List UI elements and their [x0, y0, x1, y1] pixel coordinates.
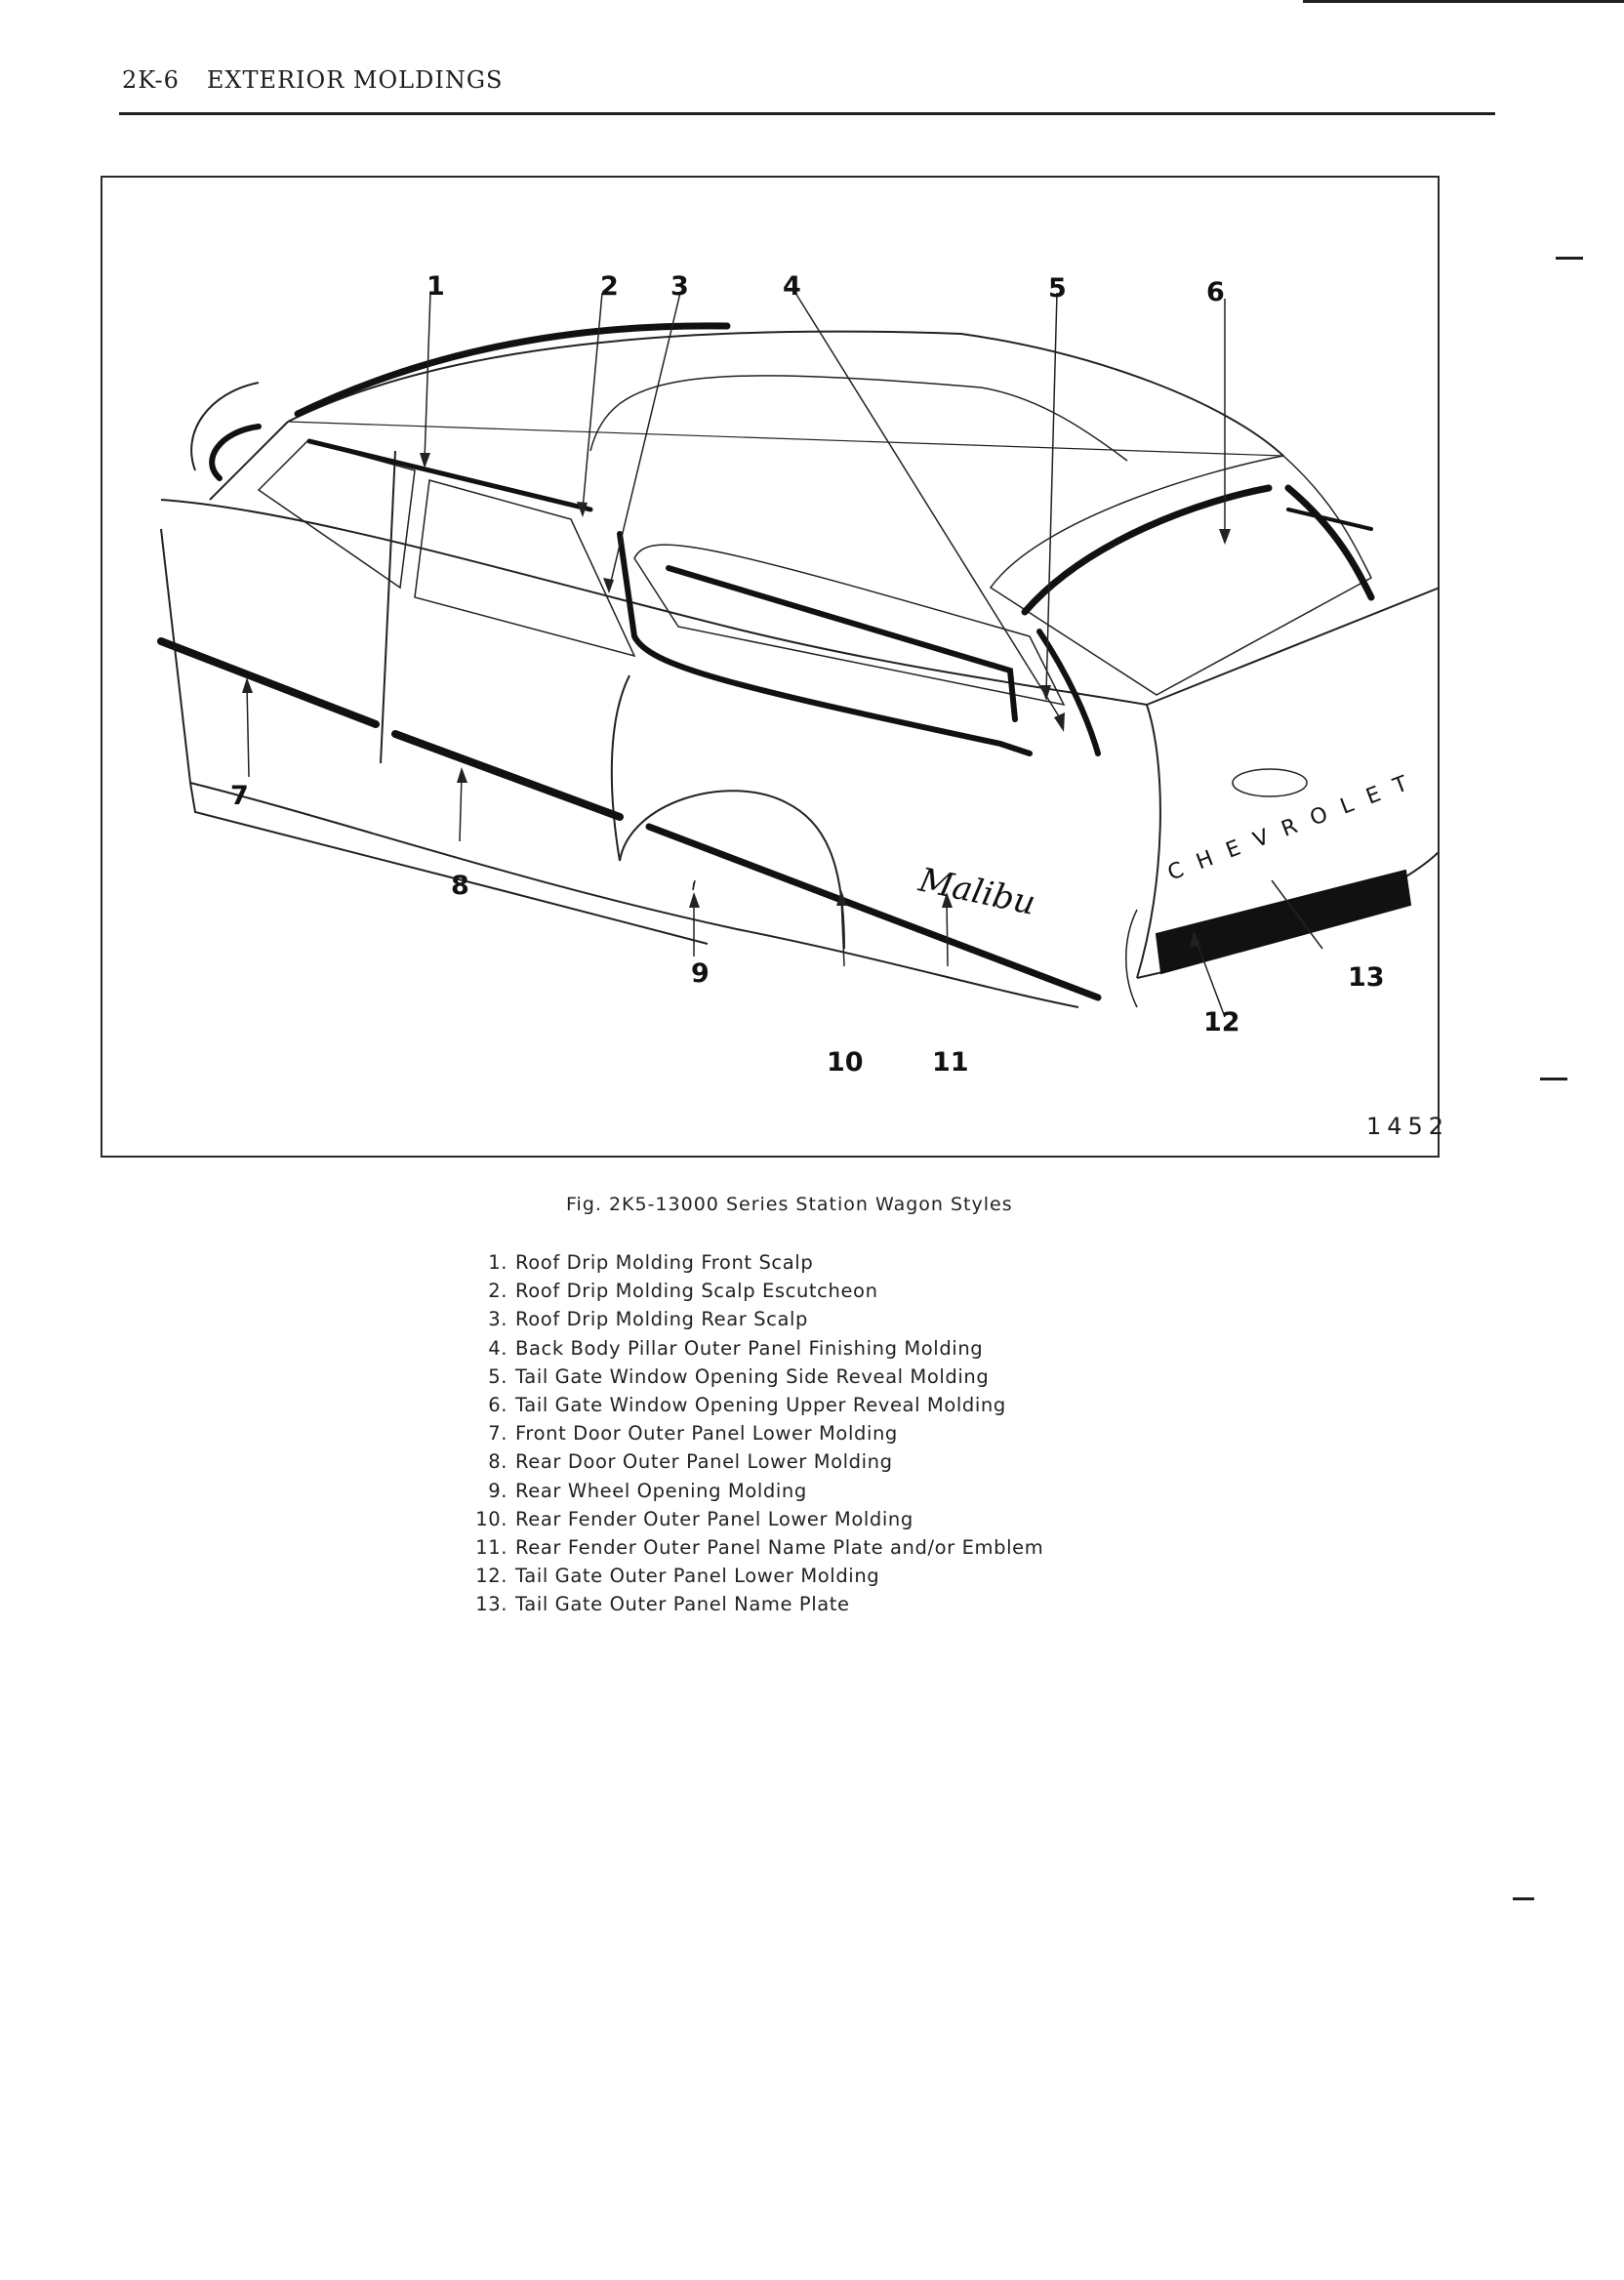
legend-label: Roof Drip Molding Front Scalp [515, 1251, 814, 1274]
legend-number: 2. [488, 1280, 508, 1303]
legend-item [449, 1422, 1043, 1450]
legend-number: 3. [488, 1308, 508, 1331]
legend-number: 10. [475, 1507, 508, 1530]
figure-number: 1452 [1366, 1113, 1450, 1140]
legend-label: Rear Door Outer Panel Lower Molding [515, 1450, 893, 1474]
chevrolet-nameplate: CHEVROLET [1164, 765, 1426, 886]
legend-item [449, 1450, 1043, 1479]
callout-3: 3 [670, 271, 689, 302]
legend-number: 4. [488, 1336, 508, 1360]
section-title: EXTERIOR MOLDINGS [206, 66, 504, 94]
top-edge-rule [1303, 0, 1624, 3]
legend-label: Tail Gate Window Opening Upper Reveal Molding [515, 1393, 1006, 1416]
legend-item [449, 1480, 1043, 1508]
callout-5: 5 [1048, 273, 1067, 304]
callout-8: 8 [451, 871, 469, 901]
legend-number: 11. [475, 1535, 508, 1559]
legend-label: Rear Fender Outer Panel Lower Molding [515, 1507, 914, 1530]
legend-item [449, 1508, 1043, 1536]
callout-12: 12 [1203, 1007, 1240, 1038]
legend-number: 13. [475, 1593, 508, 1616]
legend-item [449, 1280, 1043, 1308]
figure-caption: Fig. 2K5-13000 Series Station Wagon Styles [566, 1194, 1013, 1215]
legend-number: 5. [488, 1364, 508, 1388]
page-number: 2K-6 [122, 66, 180, 94]
legend-number: 8. [488, 1450, 508, 1474]
callout-13: 13 [1348, 962, 1385, 993]
callout-7: 7 [230, 781, 249, 811]
legend-label: Rear Fender Outer Panel Name Plate and/or Emblem [515, 1535, 1044, 1559]
page-header [122, 66, 503, 94]
callout-9: 9 [691, 958, 710, 989]
legend-item [449, 1365, 1043, 1394]
legend-item [449, 1337, 1043, 1365]
legend-label: Front Door Outer Panel Lower Molding [515, 1422, 898, 1445]
legend-label: Back Body Pillar Outer Panel Finishing Molding [515, 1336, 984, 1360]
legend-item [449, 1565, 1043, 1593]
callout-4: 4 [783, 271, 801, 302]
parts-legend [449, 1251, 1043, 1621]
callout-2: 2 [600, 271, 619, 302]
margin-tick [1513, 1897, 1534, 1900]
legend-item [449, 1593, 1043, 1621]
legend-number: 9. [488, 1479, 508, 1502]
legend-item [449, 1536, 1043, 1565]
legend-label: Rear Wheel Opening Molding [515, 1479, 807, 1502]
margin-tick [1556, 257, 1583, 260]
legend-label: Roof Drip Molding Scalp Escutcheon [515, 1280, 878, 1303]
callout-10: 10 [827, 1047, 864, 1078]
legend-number: 7. [488, 1422, 508, 1445]
legend-label: Roof Drip Molding Rear Scalp [515, 1308, 809, 1331]
legend-number: 1. [488, 1251, 508, 1274]
header-rule [119, 112, 1495, 115]
legend-label: Tail Gate Outer Panel Name Plate [515, 1593, 850, 1616]
figure-frame [101, 176, 1450, 1158]
legend-item [449, 1308, 1043, 1336]
legend-number: 12. [475, 1565, 508, 1588]
legend-label: Tail Gate Window Opening Side Reveal Molding [515, 1364, 990, 1388]
malibu-script: Malibu [915, 860, 1039, 923]
callout-6: 6 [1206, 277, 1225, 307]
legend-item [449, 1251, 1043, 1280]
margin-tick [1540, 1078, 1567, 1080]
callout-11: 11 [932, 1047, 969, 1078]
legend-label: Tail Gate Outer Panel Lower Molding [515, 1565, 880, 1588]
legend-item [449, 1394, 1043, 1422]
legend-number: 6. [488, 1393, 508, 1416]
callout-1: 1 [426, 271, 445, 302]
